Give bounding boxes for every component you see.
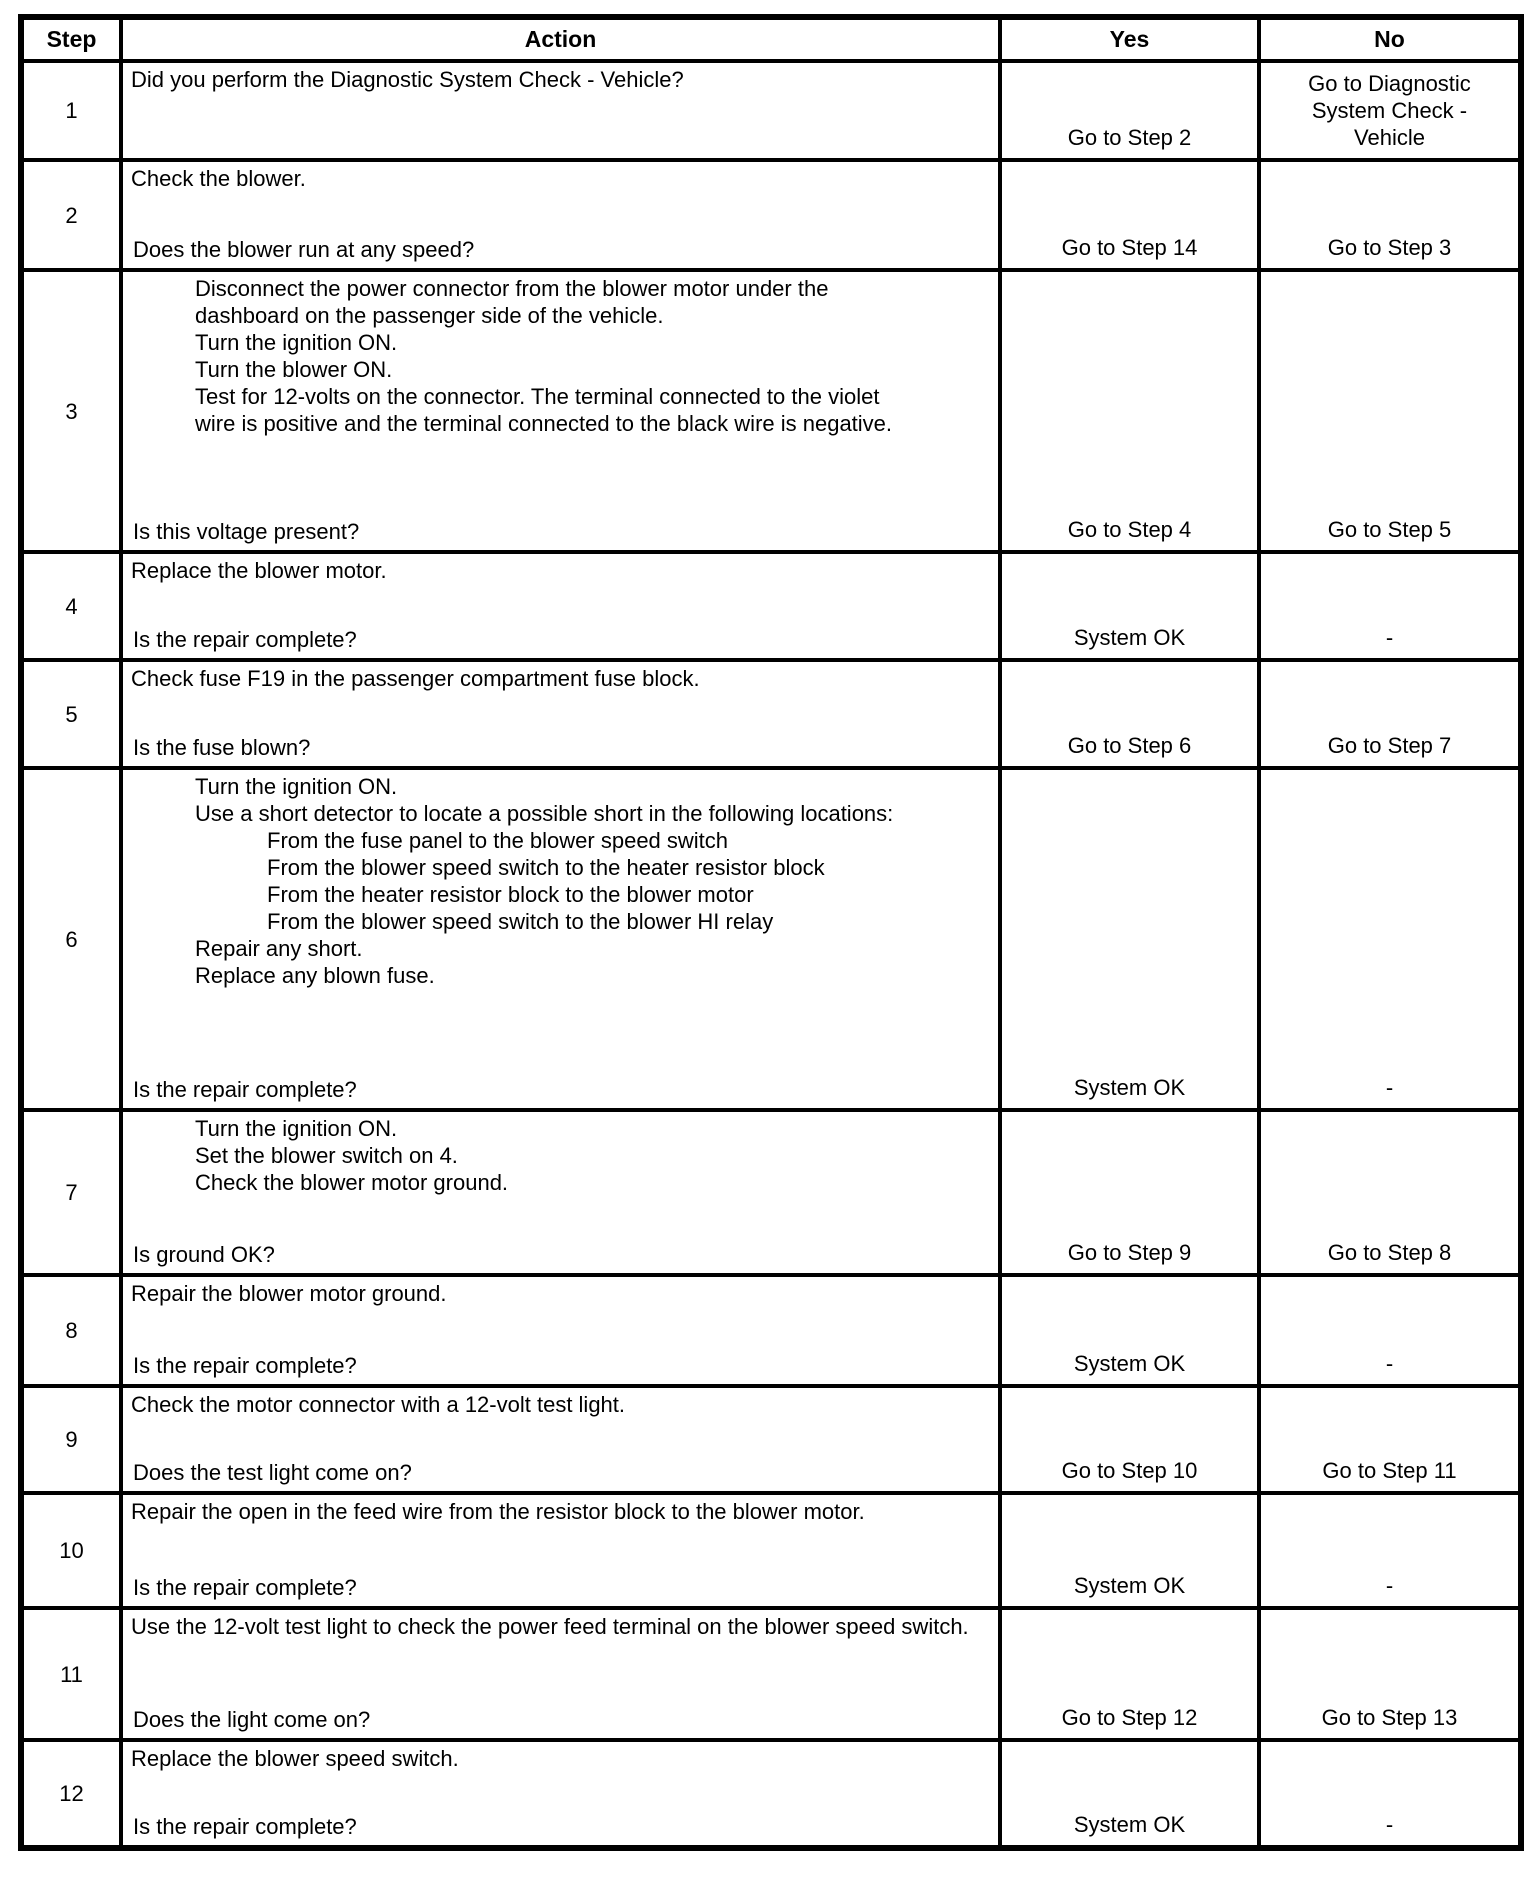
question-line: Is the fuse blown? (133, 735, 311, 760)
header-row (21, 17, 1521, 61)
question-line: Does the light come on? (133, 1707, 371, 1732)
step-number: 9 (21, 1386, 121, 1493)
table-row (21, 1608, 1521, 1740)
instruction-line: Repair any short. (195, 936, 363, 961)
no-cell: Go to Step 8 (1259, 1110, 1521, 1275)
table-row (21, 1110, 1521, 1275)
yes-cell: System OK (1000, 1493, 1259, 1608)
instruction-line: Set the blower switch on 4. (195, 1143, 458, 1168)
no-cell: Go to Diagnostic System Check - Vehicle (1259, 61, 1521, 160)
step-number: 7 (21, 1110, 121, 1275)
instruction-line: Replace the blower speed switch. (131, 1746, 459, 1771)
question-line: Is the repair complete? (133, 627, 357, 652)
yes-cell: System OK (1000, 1740, 1259, 1848)
no-cell: Go to Step 5 (1259, 270, 1521, 552)
yes-cell: System OK (1000, 768, 1259, 1110)
step-number: 5 (21, 660, 121, 768)
instruction-line: Check the blower. (131, 166, 306, 191)
step-number: 12 (21, 1740, 121, 1848)
header-step: Step (21, 17, 121, 61)
no-cell: - (1259, 768, 1521, 1110)
table-row (21, 61, 1521, 160)
yes-cell: Go to Step 12 (1000, 1608, 1259, 1740)
instruction-line: From the blower speed switch to the heater resistor block (267, 855, 825, 880)
no-cell: Go to Step 3 (1259, 160, 1521, 270)
table-row (21, 1275, 1521, 1386)
question-line: Is the repair complete? (133, 1077, 357, 1102)
diagnostic-table (18, 14, 1524, 1851)
instruction-line: Turn the ignition ON. (195, 774, 398, 799)
yes-cell: System OK (1000, 1275, 1259, 1386)
instruction-line: Repair the blower motor ground. (131, 1281, 447, 1306)
instruction-line: Test for 12-volts on the connector. The terminal connected to the violet wire is positive and the terminal connected to the black wire is negative. (195, 384, 893, 436)
step-number: 2 (21, 160, 121, 270)
table-row (21, 270, 1521, 552)
yes-cell: Go to Step 2 (1000, 61, 1259, 160)
table-row (21, 660, 1521, 768)
yes-cell: Go to Step 10 (1000, 1386, 1259, 1493)
step-number: 1 (21, 61, 121, 160)
action-cell (121, 1275, 1000, 1386)
instruction-line: Disconnect the power connector from the blower motor under the dashboard on the passenger side of the vehicle. (195, 276, 829, 328)
step-number: 11 (21, 1608, 121, 1740)
question-line: Is this voltage present? (133, 519, 360, 544)
action-cell (121, 768, 1000, 1110)
table-row (21, 552, 1521, 660)
action-cell (121, 61, 1000, 160)
question-line: Is the repair complete? (133, 1575, 357, 1600)
no-cell: - (1259, 1493, 1521, 1608)
action-cell (121, 1386, 1000, 1493)
instruction-line: Repair the open in the feed wire from the resistor block to the blower motor. (131, 1499, 865, 1524)
question-line: Does the test light come on? (133, 1460, 412, 1485)
question-line: Is the repair complete? (133, 1814, 357, 1839)
instruction-line: Turn the ignition ON. (195, 330, 398, 355)
step-number: 4 (21, 552, 121, 660)
no-cell: - (1259, 552, 1521, 660)
instruction-line: From the fuse panel to the blower speed switch (267, 828, 729, 853)
instruction-line: Replace the blower motor. (131, 558, 387, 583)
yes-cell: Go to Step 9 (1000, 1110, 1259, 1275)
action-cell (121, 1608, 1000, 1740)
action-cell (121, 270, 1000, 552)
step-number: 10 (21, 1493, 121, 1608)
instruction-line: Check the motor connector with a 12-volt test light. (131, 1392, 626, 1417)
table-row (21, 1386, 1521, 1493)
yes-cell: Go to Step 4 (1000, 270, 1259, 552)
table-row (21, 768, 1521, 1110)
instruction-line: Turn the blower ON. (195, 357, 393, 382)
instruction-line: Replace any blown fuse. (195, 963, 435, 988)
yes-cell: System OK (1000, 552, 1259, 660)
question-line: Does the blower run at any speed? (133, 237, 475, 262)
header-yes: Yes (1000, 17, 1259, 61)
yes-cell: Go to Step 6 (1000, 660, 1259, 768)
instruction-line: Use the 12-volt test light to check the power feed terminal on the blower speed switch. (131, 1614, 969, 1639)
action-cell (121, 1493, 1000, 1608)
instruction-line: Check the blower motor ground. (195, 1170, 509, 1195)
action-cell (121, 1740, 1000, 1848)
header-no: No (1259, 17, 1521, 61)
instruction-line: Use a short detector to locate a possible short in the following locations: (195, 801, 894, 826)
instruction-line: From the blower speed switch to the blower HI relay (267, 909, 774, 934)
no-cell: Go to Step 7 (1259, 660, 1521, 768)
step-number: 3 (21, 270, 121, 552)
instruction-line: From the heater resistor block to the blower motor (267, 882, 754, 907)
instruction-line: Did you perform the Diagnostic System Check - Vehicle? (131, 67, 684, 92)
action-cell (121, 160, 1000, 270)
question-line: Is the repair complete? (133, 1353, 357, 1378)
step-number: 8 (21, 1275, 121, 1386)
table-row (21, 160, 1521, 270)
action-cell (121, 660, 1000, 768)
step-number: 6 (21, 768, 121, 1110)
no-cell: - (1259, 1740, 1521, 1848)
action-cell (121, 1110, 1000, 1275)
instruction-line: Turn the ignition ON. (195, 1116, 398, 1141)
instruction-line: Check fuse F19 in the passenger compartment fuse block. (131, 666, 700, 691)
table-row (21, 1493, 1521, 1608)
action-cell (121, 552, 1000, 660)
no-cell: Go to Step 13 (1259, 1608, 1521, 1740)
no-cell: - (1259, 1275, 1521, 1386)
no-cell: Go to Step 11 (1259, 1386, 1521, 1493)
yes-cell: Go to Step 14 (1000, 160, 1259, 270)
table-row (21, 1740, 1521, 1848)
header-action: Action (121, 17, 1000, 61)
question-line: Is ground OK? (133, 1242, 275, 1267)
